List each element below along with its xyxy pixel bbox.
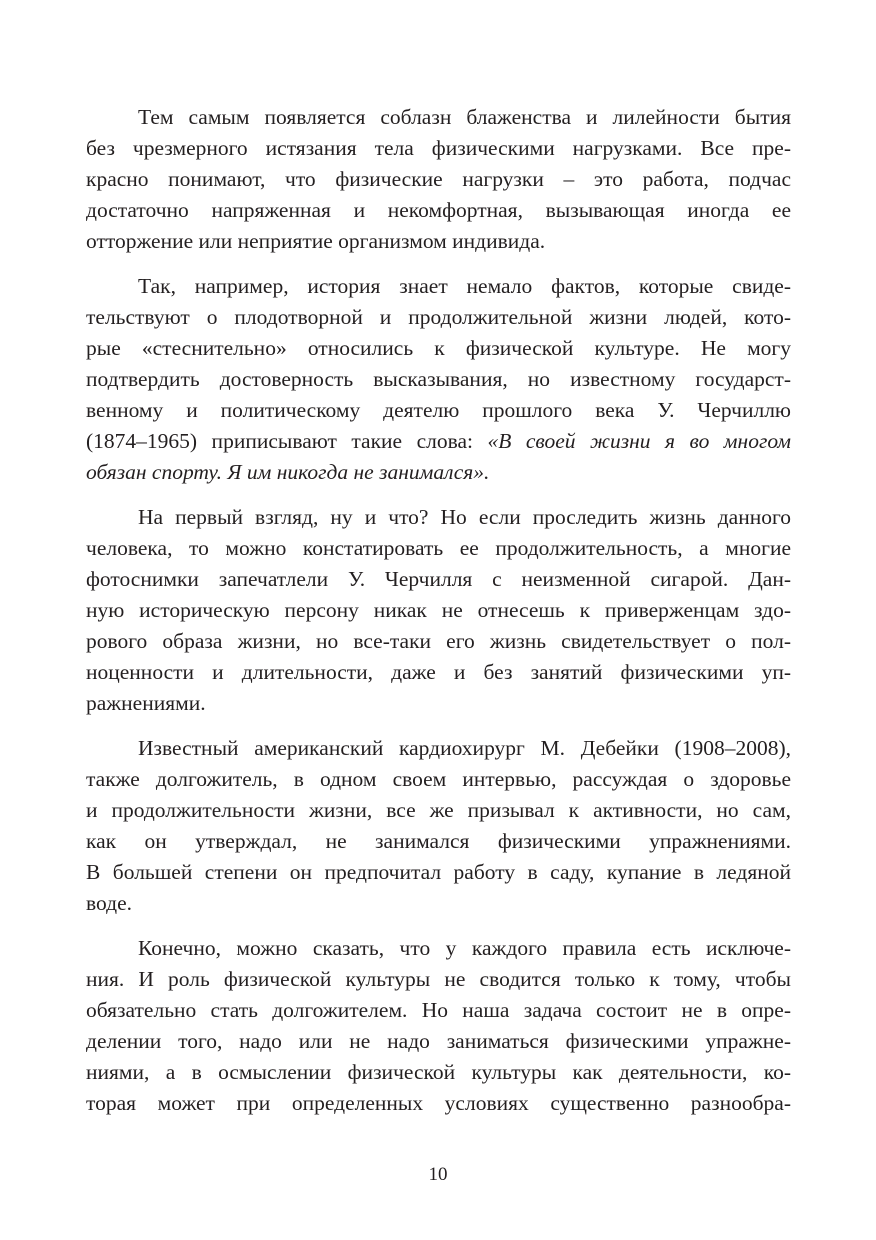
text-line: Тем самым появляется соблазн блаженства и лилейности бытия (138, 105, 791, 129)
text-line: ния. И роль физической культуры не сводится только к тому, чтобы (86, 967, 791, 991)
paragraph-4 (86, 733, 791, 919)
text-segment: (1874–1965) приписывают такие слова: (86, 429, 488, 453)
text-line: тельствуют о плодотворной и продолжительной жизни людей, кото- (86, 305, 791, 329)
text-line: подтвердить достоверность высказывания, но известному государст- (86, 367, 791, 391)
text-line: В большей степени он предпочитал работу в саду, купание в ледяной (86, 860, 791, 884)
text-line: как он утверждал, не занимался физическими упражнениями. (86, 829, 791, 853)
text-line: воде. (86, 891, 132, 915)
text-line: Так, например, история знает немало фактов, которые свиде- (138, 274, 791, 298)
text-line: ражнениями. (86, 691, 206, 715)
text-line: Известный американский кардиохирург М. Дебейки (1908–2008), (138, 736, 791, 760)
text-line: торая может при определенных условиях существенно разнообра- (86, 1091, 791, 1115)
paragraph-3 (86, 502, 791, 719)
text-line: рового образа жизни, но все-таки его жизнь свидетельствует о пол- (86, 629, 791, 653)
text-line: также долгожитель, в одном своем интервью, рассуждая о здоровье (86, 767, 791, 791)
text-line: без чрезмерного истязания тела физическими нагрузками. Все пре- (86, 136, 791, 160)
text-line: делении того, надо или не надо заниматься физическими упражне- (86, 1029, 791, 1053)
text-line: рые «стеснительно» относились к физической культуре. Не могу (86, 336, 791, 360)
page-number: 10 (428, 1164, 448, 1185)
paragraph-2 (86, 271, 791, 488)
paragraph-1 (86, 102, 791, 257)
paragraph-5 (86, 933, 791, 1119)
text-line: ниями, а в осмыслении физической культуры как деятельности, ко- (86, 1060, 791, 1084)
text-line: и продолжительности жизни, все же призывал к активности, но сам, (86, 798, 791, 822)
text-line: достаточно напряженная и некомфортная, вызывающая иногда ее (86, 198, 791, 222)
text-line: фотоснимки запечатлели У. Черчилля с неизменной сигарой. Дан- (86, 567, 791, 591)
text-line: Конечно, можно сказать, что у каждого правила есть исключе- (138, 936, 791, 960)
text-line: отторжение или неприятие организмом индивида. (86, 229, 546, 253)
page-body (86, 102, 791, 1133)
quote-italic-line: обязан спорту. Я им никогда не занимался». (86, 460, 490, 484)
text-line: На первый взгляд, ну и что? Но если проследить жизнь данного (138, 505, 791, 529)
text-line: ную историческую персону никак не отнесешь к приверженцам здо- (86, 598, 791, 622)
text-line: человека, то можно констатировать ее продолжительность, а многие (86, 536, 791, 560)
text-line: обязательно стать долгожителем. Но наша задача состоит не в опре- (86, 998, 791, 1022)
text-line: венному и политическому деятелю прошлого века У. Черчиллю (86, 398, 791, 422)
quote-italic: «В своей жизни я во многом (487, 429, 791, 453)
text-line: ноценности и длительности, даже и без занятий физическими уп- (86, 660, 791, 684)
text-line: красно понимают, что физические нагрузки – это работа, подчас (86, 167, 791, 191)
text-line (86, 426, 791, 457)
